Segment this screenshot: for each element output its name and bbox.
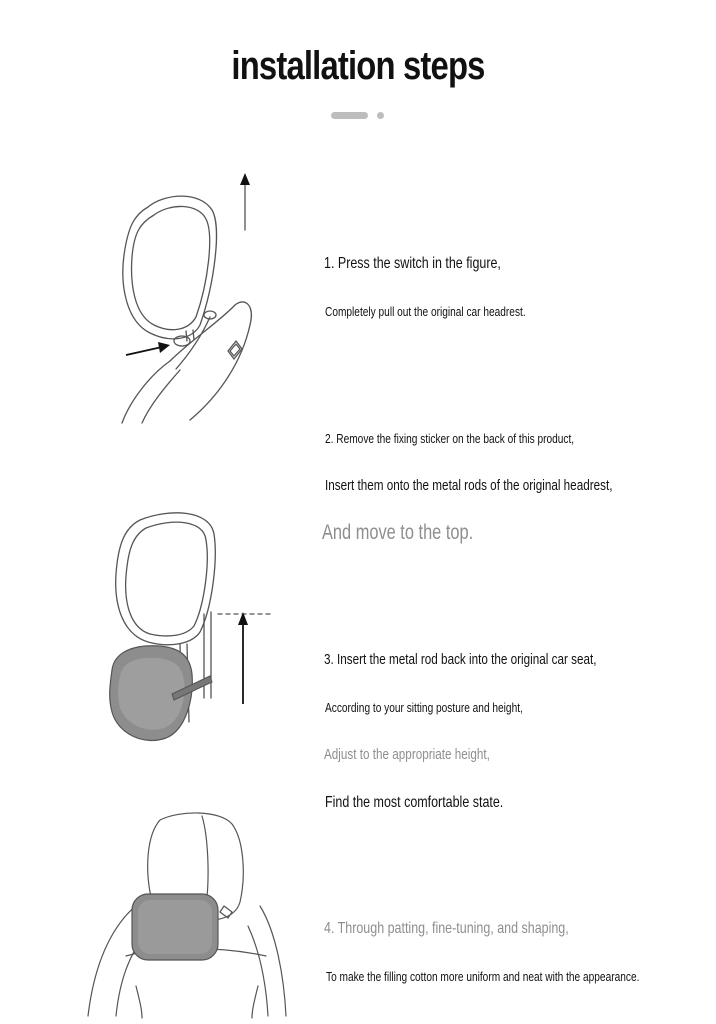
step-3-detail: According to your sitting posture and height, xyxy=(325,700,523,715)
step-3-note: Adjust to the appropriate height, xyxy=(324,746,490,763)
page-title: installation steps xyxy=(231,44,485,88)
step-1-heading: 1. Press the switch in the figure, xyxy=(324,255,501,272)
step-2-detail: Insert them onto the metal rods of the original headrest, xyxy=(325,477,613,494)
carousel-indicator-dot[interactable] xyxy=(377,112,384,119)
step-2-heading: 2. Remove the fixing sticker on the back of this product, xyxy=(325,431,575,446)
illustration-remove-headrest xyxy=(110,165,310,430)
step-1-detail: Completely pull out the original car headrest. xyxy=(325,304,526,319)
step-4-detail: To make the filling cotton more uniform and neat with the appearance. xyxy=(326,969,640,984)
step-3-heading: 3. Insert the metal rod back into the original car seat, xyxy=(324,651,597,668)
step-3-emphasis: Find the most comfortable state. xyxy=(325,794,504,811)
illustration-seated-pillow xyxy=(80,806,290,1020)
illustration-attach-pillow xyxy=(100,508,280,748)
step-2-note: And move to the top. xyxy=(322,521,474,544)
carousel-indicator-active[interactable] xyxy=(331,112,368,119)
pointer-arrow-icon xyxy=(126,347,162,355)
step-4-heading: 4. Through patting, fine-tuning, and shaping, xyxy=(324,920,569,937)
